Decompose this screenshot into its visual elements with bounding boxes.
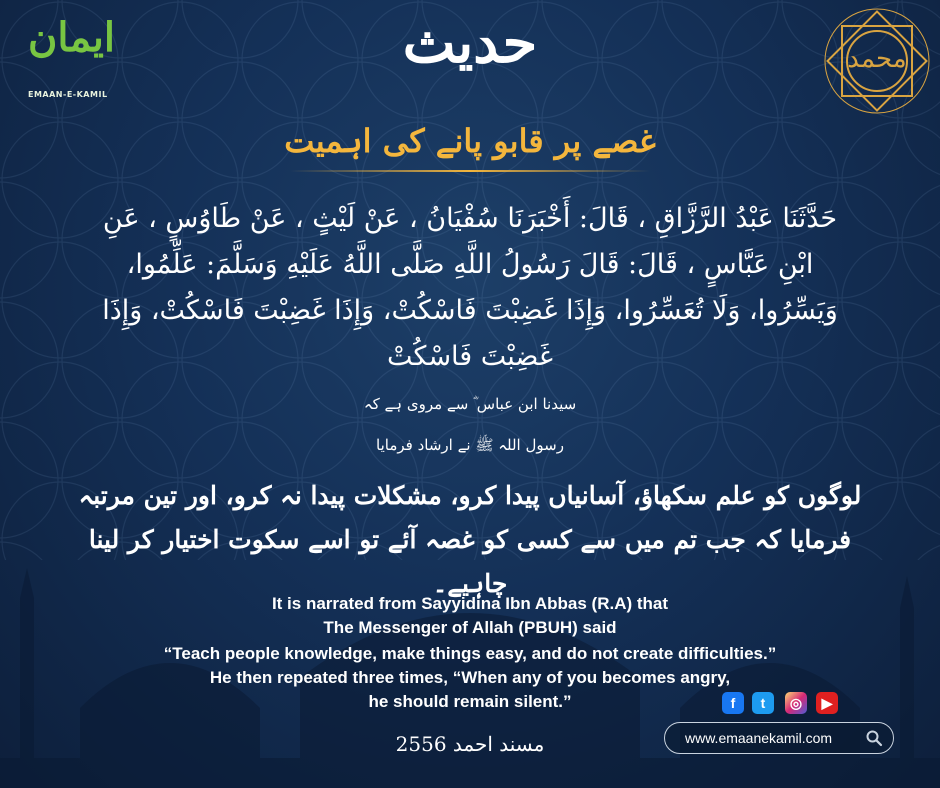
subtitle-divider	[290, 170, 650, 172]
english-line-3: “Teach people knowledge, make things easy, and do not create difficulties.”	[163, 644, 777, 663]
urdu-narration-line: سیدنا ابن عباس ؓ سے مروی ہے کہ	[363, 395, 577, 413]
twitter-icon[interactable]: t	[752, 692, 774, 714]
english-line-2: The Messenger of Allah (PBUH) said	[323, 618, 617, 637]
english-line-5: he should remain silent.”	[368, 692, 572, 711]
medallion-text: محمد	[847, 44, 907, 74]
logo-script: ایمان	[28, 14, 115, 61]
instagram-icon[interactable]: ◎	[785, 692, 807, 714]
search-icon	[865, 729, 883, 747]
urdu-translation: لوگوں کو علم سکھاؤ، آسانیاں پیدا کرو، مشکلات پیدا نہ کرو، اور تین مرتبہ فرمایا کہ جب تم میں سے کسی کو غصہ آئے تو اسے سکوت اختیار کر لینا چاہیے۔	[78, 481, 862, 598]
logo-text: EMAAN-E-KAMIL	[28, 90, 108, 99]
arabic-hadith-text: حَدَّثَنَا عَبْدُ الرَّزَّاقِ ، قَالَ: أَخْبَرَنَا سُفْيَانُ ، عَنْ لَيْثٍ ، عَنْ طَاوُسٍ ، عَنِ ابْنِ عَبَّاسٍ ، قَالَ: قَالَ رَسُولُ اللَّهِ صَلَّى اللَّهُ عَلَيْهِ وَسَلَّمَ: عَلِّمُوا، وَيَسِّرُوا، وَلَا تُعَسِّرُوا، وَإِذَا غَضِبْتَ فَاسْكُتْ، وَإِذَا غَضِبْتَ فَاسْكُتْ، وَإِذَا غَضِبْتَ فَاسْكُتْ	[102, 203, 838, 372]
urdu-messenger-line: رسول اللہ ﷺ نے ارشاد فرمایا	[376, 436, 564, 454]
page-title: حدیث	[402, 10, 538, 76]
english-line-4: He then repeated three times, “When any of you becomes angry,	[209, 668, 731, 687]
website-link[interactable]	[664, 722, 894, 754]
website-url: www.emaanekamil.com	[685, 730, 833, 746]
facebook-icon[interactable]: f	[722, 692, 744, 714]
page-subtitle: غصے پر قابو پانے کی اہمیت	[284, 122, 656, 160]
english-line-1: It is narrated from Sayyidina Ibn Abbas (R.A) that	[271, 594, 669, 613]
youtube-icon[interactable]: ▶	[816, 692, 838, 714]
hadith-reference: مسند احمد 2556	[395, 732, 545, 756]
brand-logo	[22, 10, 122, 102]
